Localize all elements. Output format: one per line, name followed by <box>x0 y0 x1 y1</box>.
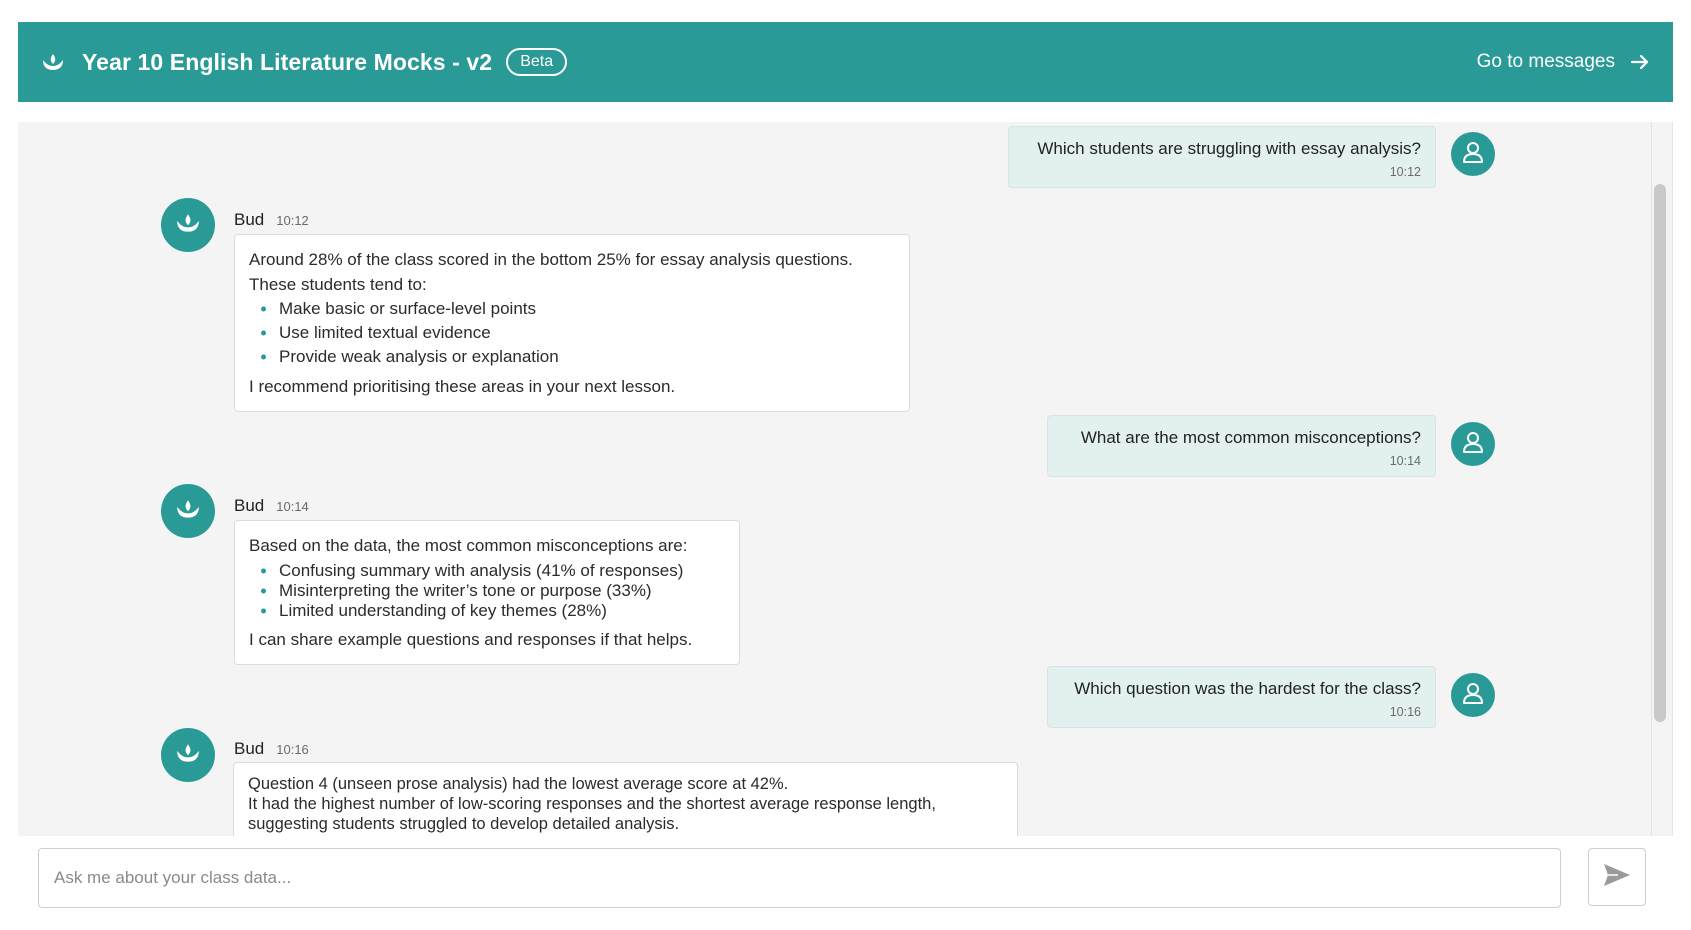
message-line: It had the highest number of low-scoring responses and the shortest average response length, <box>248 795 936 813</box>
scrollbar-thumb[interactable] <box>1654 184 1666 722</box>
message-outro: I can share example questions and responses if that helps. <box>249 630 693 649</box>
message-line: Question 4 (unseen prose analysis) had the lowest average score at 42%. <box>248 775 789 793</box>
list-item: Make basic or surface-level points <box>261 297 895 321</box>
message-input[interactable] <box>39 849 1560 907</box>
message-text: Which question was the hardest for the class? <box>1074 679 1421 698</box>
message-outro: I recommend prioritising these areas in your next lesson. <box>249 377 676 396</box>
message-time: 10:16 <box>1389 705 1421 719</box>
bot-message-meta <box>234 210 309 230</box>
bot-name: Bud <box>234 210 265 229</box>
scrollbar-track <box>1651 122 1652 836</box>
leaf-drop-icon <box>175 211 201 240</box>
bot-avatar <box>161 728 215 782</box>
message-time: 10:16 <box>276 742 309 757</box>
list-item: Misinterpreting the writer’s tone or purpose (33%) <box>261 581 725 601</box>
message-line: suggesting students struggled to develop detailed analysis. <box>248 815 680 833</box>
leaf-drop-icon <box>40 49 66 75</box>
user-icon <box>1460 139 1486 170</box>
bot-message <box>234 234 910 412</box>
bot-name: Bud <box>234 496 265 515</box>
bot-message <box>234 520 740 665</box>
message-input-box[interactable] <box>38 848 1561 908</box>
user-icon <box>1460 680 1486 711</box>
user-icon <box>1460 429 1486 460</box>
message-text: What are the most common misconceptions? <box>1080 428 1421 447</box>
go-to-messages-link[interactable] <box>1477 51 1651 73</box>
page-title: Year 10 English Literature Mocks - v2 <box>82 48 493 75</box>
message-intro: Based on the data, the most common misconceptions are: <box>249 536 688 555</box>
message-lead: These students tend to: <box>249 275 427 294</box>
message-intro: Around 28% of the class scored in the bottom 25% for essay analysis questions. <box>249 250 853 269</box>
send-icon <box>1602 862 1632 893</box>
bot-avatar <box>161 484 215 538</box>
go-to-messages-label: Go to messages <box>1476 51 1615 72</box>
message-text: Which students are struggling with essay analysis? <box>1037 139 1421 158</box>
list-item: Limited understanding of key themes (28%) <box>261 601 725 621</box>
chat-thread[interactable] <box>18 122 1673 836</box>
message-time: 10:12 <box>276 213 309 228</box>
message-time: 10:12 <box>1389 165 1421 179</box>
user-avatar <box>1451 422 1495 466</box>
user-avatar <box>1451 673 1495 717</box>
message-time: 10:14 <box>1389 454 1421 468</box>
arrow-right-icon <box>1629 51 1651 73</box>
bullet-list <box>249 561 725 621</box>
bot-message-meta <box>234 739 309 759</box>
user-avatar <box>1451 132 1495 176</box>
bot-message-meta <box>234 496 309 516</box>
chat-app <box>18 22 1673 912</box>
header-bar <box>18 22 1673 102</box>
bot-name: Bud <box>234 739 265 758</box>
message-time: 10:14 <box>276 499 309 514</box>
list-item: Provide weak analysis or explanation <box>261 345 895 369</box>
beta-badge: Beta <box>506 48 567 76</box>
list-item: Confusing summary with analysis (41% of responses) <box>261 561 725 581</box>
user-message <box>1047 415 1436 477</box>
user-message <box>1047 666 1436 728</box>
bot-message <box>233 762 1018 836</box>
user-message <box>1008 126 1436 188</box>
list-item: Use limited textual evidence <box>261 321 895 345</box>
send-button[interactable] <box>1588 848 1646 906</box>
bullet-list <box>249 297 895 369</box>
bot-avatar <box>161 198 215 252</box>
leaf-drop-icon <box>175 497 201 526</box>
leaf-drop-icon <box>175 741 201 770</box>
